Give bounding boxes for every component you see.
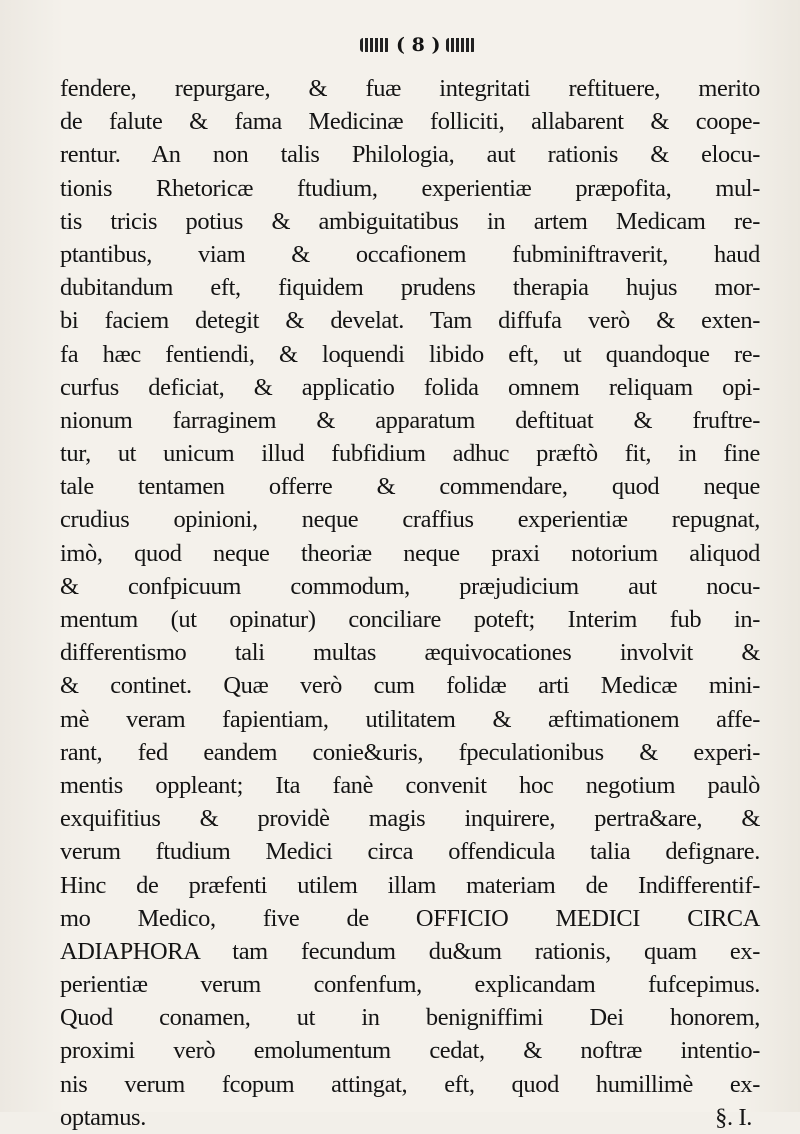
text-line: imò, quod neque theoriæ neque praxi notorium aliquod — [60, 539, 760, 567]
catchword: §. I. — [715, 1103, 752, 1131]
body-text — [60, 72, 760, 1134]
text-line: ptantibus, viam & occafionem fubminiftraverit, haud — [60, 240, 760, 268]
text-line: crudius opinioni, neque craffius experientiæ repugnat, — [60, 506, 760, 534]
text-line: rant, fed eandem conie&uris, fpeculationibus & experi- — [60, 738, 760, 766]
text-line: mentum (ut opinatur) conciliare poteft; Interim fub in- — [60, 606, 760, 633]
text-line: tis tricis potius & ambiguitatibus in artem Medicam re- — [60, 207, 760, 235]
text-line: proximi verò emolumentum cedat, & noftræ intentio- — [60, 1037, 760, 1065]
text-line: mentis oppleant; Ita fanè convenit hoc negotium paulò — [60, 771, 760, 799]
text-line: fa hæc fentiendi, & loquendi libido eft, ut quandoque re- — [60, 340, 760, 368]
text-line: curfus deficiat, & applicatio folida omnem reliquam opi- — [60, 373, 760, 401]
page-header — [360, 34, 560, 56]
text-line: dubitandum eft, fiquidem prudens therapia hujus mor- — [60, 274, 760, 302]
text-line: Quod conamen, ut in benigniffimi Dei honorem, — [60, 1004, 760, 1032]
text-line: Hinc de præfenti utilem illam materiam de Indifferentif- — [60, 871, 760, 899]
text-line: fendere, repurgare, & fuæ integritati reftituere, merito — [60, 75, 760, 102]
text-line: mè veram fapientiam, utilitatem & æftimationem affe- — [60, 705, 760, 733]
text-line: rentur. An non talis Philologia, aut rationis & elocu- — [60, 141, 760, 169]
text-line: nis verum fcopum attingat, eft, quod humillimè ex- — [60, 1070, 760, 1098]
text-line: & confpicuum commodum, præjudicium aut nocu- — [60, 572, 760, 600]
text-line: tale tentamen offerre & commendare, quod neque — [60, 473, 760, 501]
text-line: tionis Rhetoricæ ftudium, experientiæ præpofita, mul- — [60, 174, 760, 202]
text-line: mo Medico, five de OFFICIO MEDICI CIRCA — [60, 904, 760, 932]
text-line: differentismo tali multas æquivocationes involvit & — [60, 639, 760, 667]
ornament-right-icon — [446, 38, 476, 52]
ornament-left-icon — [360, 38, 390, 52]
text-line: ADIAPHORA tam fecundum du&um rationis, quam ex- — [60, 937, 760, 965]
text-line: nionum farraginem & apparatum deftituat & fruftre- — [60, 406, 760, 434]
page-number: ( 8 ) — [396, 34, 441, 56]
text-line: exquifitius & providè magis inquirere, pertra&are, & — [60, 805, 760, 833]
last-line-row — [60, 1101, 760, 1134]
text-line: verum ftudium Medici circa offendicula talia defignare. — [60, 838, 760, 866]
text-line: de falute & fama Medicinæ folliciti, allabarent & coope- — [60, 108, 760, 136]
text-line: optamus. — [60, 1103, 146, 1131]
text-line: tur, ut unicum illud fubfidium adhuc præftò fit, in fine — [60, 440, 760, 468]
text-line: & continet. Quæ verò cum folidæ arti Medicæ mini- — [60, 672, 760, 700]
text-line: bi faciem detegit & develat. Tam diffufa verò & exten- — [60, 307, 760, 335]
text-line: perientiæ verum confenfum, explicandam fufcepimus. — [60, 971, 760, 999]
